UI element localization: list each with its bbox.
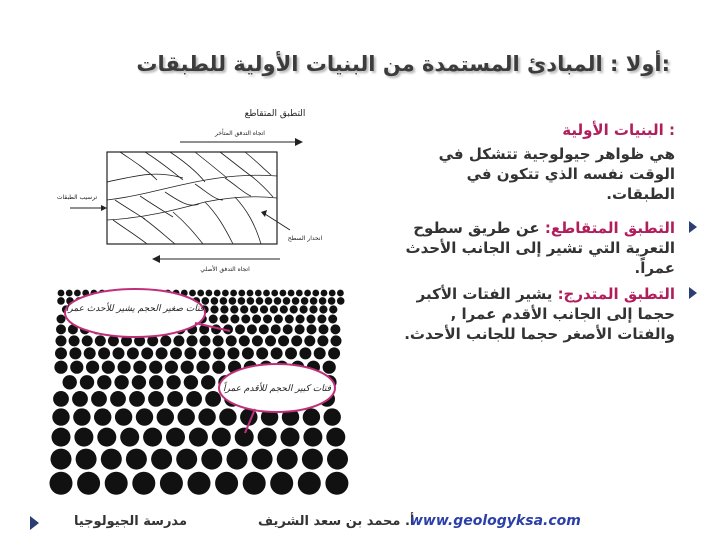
grain-dot xyxy=(239,335,250,346)
grain-dot xyxy=(240,305,248,313)
grain-dot xyxy=(252,449,273,470)
grain-dot xyxy=(319,305,327,313)
grain-dot xyxy=(329,305,337,313)
grain-dot xyxy=(94,408,111,425)
grain-dot xyxy=(285,347,297,359)
grain-dot xyxy=(250,305,258,313)
grain-dot xyxy=(263,315,272,324)
grain-dot xyxy=(54,361,67,374)
grain-dot xyxy=(247,297,255,305)
grain-dot xyxy=(136,408,153,425)
grain-dot xyxy=(113,347,125,359)
section-text: هي ظواهر جيولوجية تتشكل في الوقت نفسه الذي تتكون في الطبقات. xyxy=(438,145,675,203)
grain-dot xyxy=(303,428,322,447)
grain-dot xyxy=(220,297,228,305)
grain-dot xyxy=(82,335,93,346)
layers-pointer-head xyxy=(101,205,107,211)
grain-dot xyxy=(198,408,215,425)
grain-dot xyxy=(230,305,238,313)
grain-dot xyxy=(222,290,229,297)
grain-dot xyxy=(238,290,245,297)
grain-dot xyxy=(265,297,273,305)
grain-dot xyxy=(319,324,329,334)
grain-dot xyxy=(129,391,145,407)
grain-dot xyxy=(295,324,305,334)
grain-dot xyxy=(126,449,147,470)
grain-dot xyxy=(299,347,311,359)
grain-dot xyxy=(91,391,107,407)
grain-dot xyxy=(256,297,264,305)
grain-dot xyxy=(227,449,248,470)
grain-dot xyxy=(120,428,139,447)
grain-dot xyxy=(277,449,298,470)
grain-dot xyxy=(201,449,222,470)
grain-dot xyxy=(102,361,115,374)
slide-title: :أولا : المبادئ المستمدة من البنيات الأولية للطبقات xyxy=(136,52,670,76)
grain-dot xyxy=(255,290,262,297)
grain-dot xyxy=(307,315,316,324)
grain-dot xyxy=(151,449,172,470)
grain-dot xyxy=(170,347,182,359)
grain-dot xyxy=(84,347,96,359)
grain-dot xyxy=(132,375,146,389)
grain-dot xyxy=(50,472,73,495)
grain-dot xyxy=(189,290,196,297)
grain-dot xyxy=(197,290,204,297)
grain-dot xyxy=(132,472,155,495)
upper-flow-label: اتجاه التدفق المتأخر xyxy=(215,130,265,137)
grain-dot xyxy=(105,472,128,495)
grain-dot xyxy=(215,472,238,495)
grain-dot xyxy=(173,335,184,346)
bullet-arrow-icon xyxy=(689,221,697,233)
grain-dot xyxy=(55,347,67,359)
grain-dot xyxy=(201,375,215,389)
grain-dot xyxy=(326,428,345,447)
bullet-graded-bedding xyxy=(395,284,675,344)
bullet-arrow-icon xyxy=(689,287,697,299)
grain-dot xyxy=(228,347,240,359)
grain-dot xyxy=(300,305,308,313)
grain-dot xyxy=(213,347,225,359)
grain-dot xyxy=(230,315,239,324)
grain-dot xyxy=(98,347,110,359)
grain-dot xyxy=(263,290,270,297)
grain-dot xyxy=(76,449,97,470)
grain-dot xyxy=(296,290,303,297)
footer-author: أ. محمد بن سعد الشريف xyxy=(258,514,415,529)
grain-dot xyxy=(199,347,211,359)
grain-dot xyxy=(66,290,73,297)
grain-dot xyxy=(127,347,139,359)
footer-arrow-icon xyxy=(30,516,39,530)
grain-dot xyxy=(149,375,163,389)
grain-dot xyxy=(52,428,71,447)
grain-dot xyxy=(160,335,171,346)
grain-dot xyxy=(74,290,81,297)
callout-bottom-text: فتات كبير الحجم للأقدم عمراً xyxy=(223,384,331,394)
grain-dot xyxy=(312,290,319,297)
grain-dot xyxy=(271,324,281,334)
grain-dot xyxy=(167,391,183,407)
bullet-text: يشير الفتات الأكبر حجما إلى الجانب الأقدم عمرا , والفتات الأصغر حجما للجانب الأحدث. xyxy=(404,285,675,343)
grain-dot xyxy=(302,449,323,470)
footer-school: مدرسة الجيولوجيا xyxy=(74,514,187,529)
bullet-text: عن طريق سطوح التعرية التي تشير إلى الجانب الأحدث عمراً. xyxy=(405,219,675,277)
grain-dot xyxy=(57,297,65,305)
grain-dot xyxy=(200,335,211,346)
grain-dot xyxy=(309,305,317,313)
grain-dot xyxy=(211,297,219,305)
grain-dot xyxy=(72,391,88,407)
slope-label: انحدار السطح xyxy=(287,235,323,242)
grain-dot xyxy=(265,335,276,346)
grain-dot xyxy=(330,324,340,334)
grain-dot xyxy=(258,428,277,447)
grain-dot xyxy=(307,324,317,334)
upper-flow-arrowhead xyxy=(295,138,303,146)
grain-dot xyxy=(69,347,81,359)
grain-dot xyxy=(230,290,237,297)
bullet-keyword: التطبق المتدرج: xyxy=(557,285,675,303)
grain-dot xyxy=(160,472,183,495)
grain-dot xyxy=(188,472,211,495)
grain-dot xyxy=(329,290,336,297)
grain-dot xyxy=(283,324,293,334)
cross-bedding-box xyxy=(107,152,277,244)
grain-dot xyxy=(58,290,65,297)
grain-dot xyxy=(141,347,153,359)
grain-dot xyxy=(331,335,342,346)
grain-dot xyxy=(205,391,221,407)
grain-dot xyxy=(280,290,287,297)
section-heading: : البنيات الأولية xyxy=(562,121,675,139)
grain-dot xyxy=(97,428,116,447)
bullet-keyword: التطبق المتقاطع: xyxy=(544,219,675,237)
cross-bedding-figure xyxy=(56,104,345,274)
grain-dot xyxy=(328,297,336,305)
grain-dot xyxy=(256,347,268,359)
grain-dot xyxy=(118,361,131,374)
grain-dot xyxy=(77,472,100,495)
grain-dot xyxy=(187,335,198,346)
grain-dot xyxy=(189,428,208,447)
grain-dot xyxy=(51,449,72,470)
grain-dot xyxy=(285,315,294,324)
grain-dot xyxy=(209,315,218,324)
cross-bedding-diagram xyxy=(56,104,345,274)
grain-dot xyxy=(210,305,218,313)
grain-dot xyxy=(317,335,328,346)
grain-dot xyxy=(86,361,99,374)
grain-dot xyxy=(196,361,209,374)
grain-dot xyxy=(301,297,309,305)
grain-dot xyxy=(53,391,69,407)
graded-bedding-diagram xyxy=(55,283,347,495)
grain-dot xyxy=(283,297,291,305)
grain-dot xyxy=(260,305,268,313)
grain-dot xyxy=(226,335,237,346)
footer-url[interactable]: www.geologyksa.com xyxy=(410,513,581,529)
grain-dot xyxy=(220,315,229,324)
grain-dot xyxy=(184,375,198,389)
grain-dot xyxy=(165,361,178,374)
grain-dot xyxy=(310,297,318,305)
bullet-cross-bedding xyxy=(395,218,675,278)
grain-dot xyxy=(325,472,348,495)
grain-dot xyxy=(186,391,202,407)
grain-dot xyxy=(259,324,269,334)
grain-dot xyxy=(235,324,245,334)
grain-dot xyxy=(206,290,213,297)
grain-dot xyxy=(97,375,111,389)
grain-dot xyxy=(270,305,278,313)
grain-dot xyxy=(133,361,146,374)
grain-dot xyxy=(323,361,336,374)
grain-dot xyxy=(149,361,162,374)
grain-dot xyxy=(241,315,250,324)
layers-label: ترسيب الطبقات xyxy=(56,194,98,201)
grain-dot xyxy=(178,408,195,425)
grain-dot xyxy=(321,290,328,297)
grain-dot xyxy=(69,335,80,346)
grain-dot xyxy=(101,449,122,470)
grain-dot xyxy=(280,305,288,313)
grain-dot xyxy=(212,428,231,447)
grain-dot xyxy=(57,315,66,324)
grain-dot xyxy=(337,297,345,305)
grain-dot xyxy=(70,361,83,374)
grain-dot xyxy=(319,297,327,305)
grain-dot xyxy=(157,408,174,425)
lower-flow-label: اتجاه التدفق الأصلي xyxy=(200,266,250,273)
grain-dot xyxy=(281,428,300,447)
grain-dot xyxy=(303,408,320,425)
grain-dot xyxy=(63,375,77,389)
grain-dot xyxy=(156,347,168,359)
grain-dot xyxy=(274,315,283,324)
grain-dot xyxy=(80,375,94,389)
grain-dot xyxy=(314,347,326,359)
grain-dot xyxy=(166,428,185,447)
grain-dot xyxy=(214,290,221,297)
grain-dot xyxy=(242,347,254,359)
grain-dot xyxy=(292,297,300,305)
grain-dot xyxy=(143,428,162,447)
grain-dot xyxy=(181,361,194,374)
grain-dot xyxy=(110,391,126,407)
grain-dot xyxy=(270,472,293,495)
grain-dot xyxy=(247,290,254,297)
grain-dot xyxy=(278,335,289,346)
grain-dot xyxy=(337,290,344,297)
grain-dot xyxy=(52,408,69,425)
grain-dot xyxy=(166,375,180,389)
grain-dot xyxy=(328,347,340,359)
grain-dot xyxy=(291,335,302,346)
grain-dot xyxy=(304,335,315,346)
grain-dot xyxy=(296,315,305,324)
grain-dot xyxy=(115,408,132,425)
callout-top-text: فتات صغير الحجم يشير للأحدث عمراً xyxy=(65,304,205,314)
grain-dot xyxy=(304,290,311,297)
grain-dot xyxy=(95,335,106,346)
grain-dot xyxy=(229,297,237,305)
grain-dot xyxy=(327,449,348,470)
grain-dot xyxy=(114,375,128,389)
grain-dot xyxy=(298,472,321,495)
grain-dot xyxy=(271,290,278,297)
grain-dot xyxy=(317,315,326,324)
grain-dot xyxy=(212,361,225,374)
footer xyxy=(0,510,728,536)
grain-dot xyxy=(148,391,164,407)
grain-dot xyxy=(219,408,236,425)
grain-dot xyxy=(252,335,263,346)
grain-dot xyxy=(247,324,257,334)
grain-dot xyxy=(176,449,197,470)
grain-dot xyxy=(271,347,283,359)
grain-dot xyxy=(238,297,246,305)
content-area xyxy=(395,120,675,344)
grain-dot xyxy=(56,324,66,334)
grain-dot xyxy=(184,347,196,359)
grain-dot xyxy=(324,408,341,425)
grain-dot xyxy=(243,472,266,495)
grain-dot xyxy=(213,335,224,346)
graded-bedding-figure xyxy=(55,283,347,495)
figure-title: التطبق المتقاطع xyxy=(244,109,306,119)
grain-dot xyxy=(274,297,282,305)
grain-dot xyxy=(252,315,261,324)
grain-dot xyxy=(56,335,67,346)
grain-dot xyxy=(220,305,228,313)
grain-dot xyxy=(288,290,295,297)
grain-dot xyxy=(74,428,93,447)
grain-dot xyxy=(235,428,254,447)
lower-flow-arrowhead xyxy=(152,255,160,263)
grain-dot xyxy=(290,305,298,313)
grain-dot xyxy=(328,315,337,324)
grain-dot xyxy=(73,408,90,425)
